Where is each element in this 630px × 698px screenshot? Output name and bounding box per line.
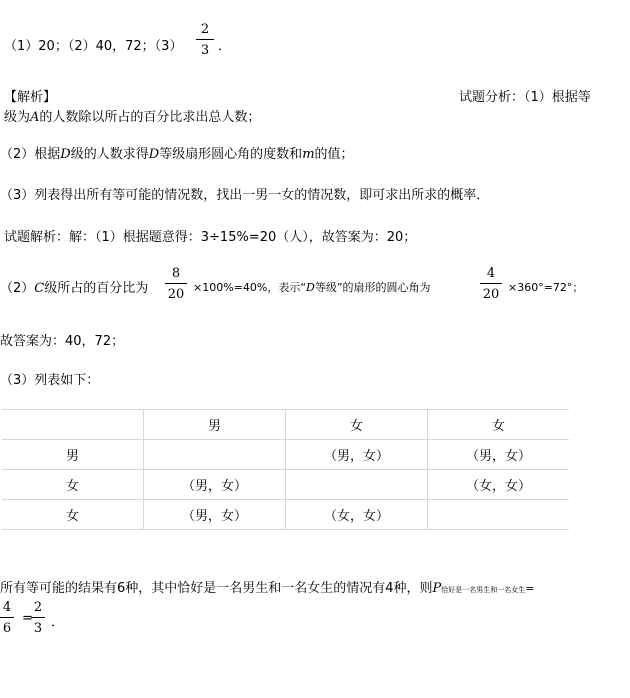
solution-line-3: 故答案为：40，72；	[0, 334, 125, 349]
solution-line-2a	[0, 277, 148, 296]
table-header-cell: 女	[286, 410, 428, 440]
answer-text: （1）20；（2）40，72；（3）	[4, 39, 183, 54]
text-span: 级所占的百分比为	[44, 281, 149, 296]
analysis-label: 试题分析：（1）根据等	[459, 90, 591, 105]
fraction-denominator: 20	[482, 287, 500, 302]
text-span: 的值；	[314, 147, 354, 162]
analysis-line-2	[0, 143, 354, 162]
fraction-bar	[196, 39, 214, 40]
text-span: 级为	[4, 110, 31, 125]
solution-line-2c: ×360°=72°；	[508, 281, 584, 294]
table-cell	[144, 440, 286, 470]
fraction-bar	[480, 283, 502, 284]
table-cell: 男	[2, 440, 144, 470]
text-span: 级的人数求得	[70, 147, 149, 162]
var-p: P	[432, 581, 442, 596]
text-span: （2）根据	[0, 147, 61, 162]
table-cell: （女，女）	[286, 500, 428, 530]
fraction-numerator: 8	[171, 266, 181, 281]
table-header-cell: 女	[428, 410, 570, 440]
fraction-4-6	[0, 600, 14, 636]
table-row	[2, 470, 569, 500]
equals-sign: =	[22, 611, 33, 626]
table-header-cell: 男	[144, 410, 286, 440]
table-header-cell	[2, 410, 144, 440]
table-row	[2, 500, 569, 530]
fraction-numerator: 2	[200, 22, 210, 37]
fraction-8-20	[165, 266, 187, 302]
answer-fraction	[196, 22, 214, 58]
text-span: 等级”的扇形的圆心角为	[314, 281, 431, 294]
answer-line	[4, 35, 182, 54]
fraction-denominator: 6	[2, 621, 12, 636]
solution-line-4: （3）列表如下：	[0, 373, 100, 388]
solution-line-2b	[193, 279, 431, 295]
var-a: A	[30, 110, 40, 125]
fraction-denominator: 20	[167, 287, 185, 302]
fraction-numerator: 2	[33, 600, 43, 615]
fraction-2-3	[31, 600, 45, 636]
var-d: D	[148, 147, 160, 162]
table-cell: （男，女）	[286, 440, 428, 470]
var-d: D	[306, 281, 315, 294]
fraction-numerator: 4	[2, 600, 12, 615]
fraction-bar	[165, 283, 187, 284]
fraction-denominator: 3	[33, 621, 43, 636]
table-header-row	[2, 410, 569, 440]
analysis-line-1	[4, 106, 260, 125]
text-span: 等级扇形圆心角的度数和	[159, 147, 303, 162]
analysis-heading: 【解析】	[4, 90, 57, 105]
table-row	[2, 440, 569, 470]
var-c: C	[34, 281, 45, 296]
outcome-table	[2, 409, 569, 530]
fraction-bar	[31, 617, 45, 618]
text-span: ×100%=40%，表示“	[193, 281, 307, 294]
equals-sign: =	[525, 582, 535, 595]
table-cell	[428, 500, 570, 530]
table-cell: （男，女）	[428, 440, 570, 470]
fraction-numerator: 4	[486, 266, 496, 281]
text-span: （2）	[0, 281, 35, 296]
analysis-line-3: （3）列表得出所有等可能的情况数，找出一男一女的情况数，即可求出所求的概率．	[0, 188, 490, 203]
conclusion-end: ．	[51, 615, 65, 630]
var-m: m	[302, 147, 315, 162]
fraction-denominator: 3	[200, 43, 210, 58]
answer-end: ．	[218, 39, 232, 54]
table-cell: （女，女）	[428, 470, 570, 500]
table-cell: （男，女）	[144, 470, 286, 500]
var-d: D	[60, 147, 71, 162]
fraction-bar	[0, 617, 14, 618]
text-span: 的人数除以所占的百分比求出总人数；	[39, 110, 261, 125]
table-cell	[286, 470, 428, 500]
fraction-4-20	[480, 266, 502, 302]
table-cell: （男，女）	[144, 500, 286, 530]
table-cell: 女	[2, 470, 144, 500]
p-subscript: 恰好是一名男生和一名女生	[441, 586, 526, 594]
text-span: 所有等可能的结果有6种，其中恰好是一名男生和一名女生的情况有4种，则	[0, 581, 433, 596]
solution-line-1: 试题解析：解：（1）根据题意得：3÷15%=20（人），故答案为：20；	[4, 230, 417, 245]
conclusion-text	[0, 577, 535, 596]
table-cell: 女	[2, 500, 144, 530]
